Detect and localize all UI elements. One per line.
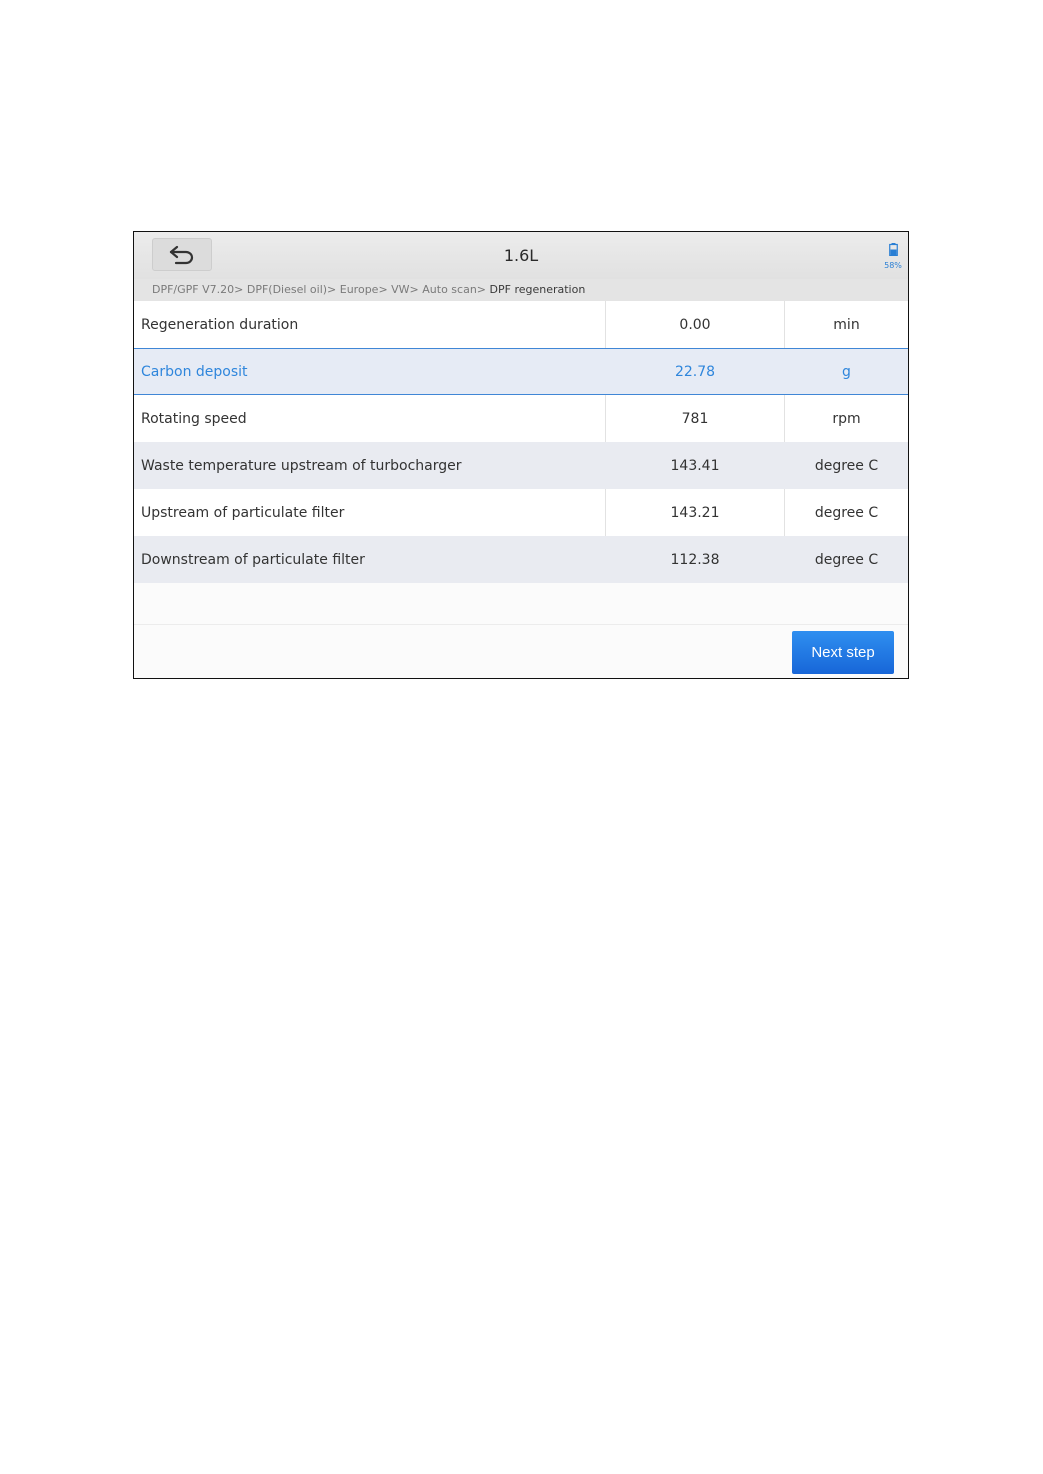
table-row[interactable] <box>134 301 908 348</box>
param-unit: rpm <box>832 410 861 427</box>
data-stream-table <box>134 301 908 583</box>
param-name: Carbon deposit <box>141 363 248 380</box>
param-name: Upstream of particulate filter <box>134 489 606 536</box>
param-value: 143.21 <box>606 489 785 536</box>
breadcrumb-path: DPF/GPF V7.20> DPF(Diesel oil)> Europe> VW> Auto scan> <box>152 283 490 296</box>
table-row[interactable] <box>134 489 908 536</box>
back-button[interactable] <box>152 238 212 271</box>
param-unit: degree C <box>814 504 879 521</box>
table-row[interactable] <box>134 442 908 489</box>
battery-icon <box>889 243 898 256</box>
table-row-selected[interactable] <box>134 348 908 395</box>
page-title: 1.6L <box>503 246 539 265</box>
param-value: 22.78 <box>674 363 716 380</box>
param-unit: min <box>833 316 860 333</box>
diagnostic-screen <box>133 231 909 679</box>
param-unit: degree C <box>814 551 879 568</box>
param-value: 0.00 <box>606 301 785 348</box>
param-value: 143.41 <box>670 457 720 474</box>
table-row[interactable] <box>134 536 908 583</box>
param-name: Waste temperature upstream of turbocharger <box>141 457 462 474</box>
param-unit: degree C <box>814 457 879 474</box>
battery-percent: 58% <box>884 261 902 270</box>
breadcrumb-current: DPF regeneration <box>489 283 586 296</box>
back-arrow-icon <box>168 244 196 266</box>
param-name: Downstream of particulate filter <box>141 551 365 568</box>
param-name: Regeneration duration <box>134 301 606 348</box>
param-name: Rotating speed <box>134 395 606 442</box>
battery-indicator <box>882 241 904 270</box>
breadcrumb <box>134 279 908 301</box>
param-value: 781 <box>606 395 785 442</box>
param-value: 112.38 <box>670 551 720 568</box>
title-bar <box>134 232 908 280</box>
param-unit: g <box>842 363 851 380</box>
empty-list-area <box>134 583 908 625</box>
table-row[interactable] <box>134 395 908 442</box>
next-step-button[interactable]: Next step <box>792 631 894 674</box>
